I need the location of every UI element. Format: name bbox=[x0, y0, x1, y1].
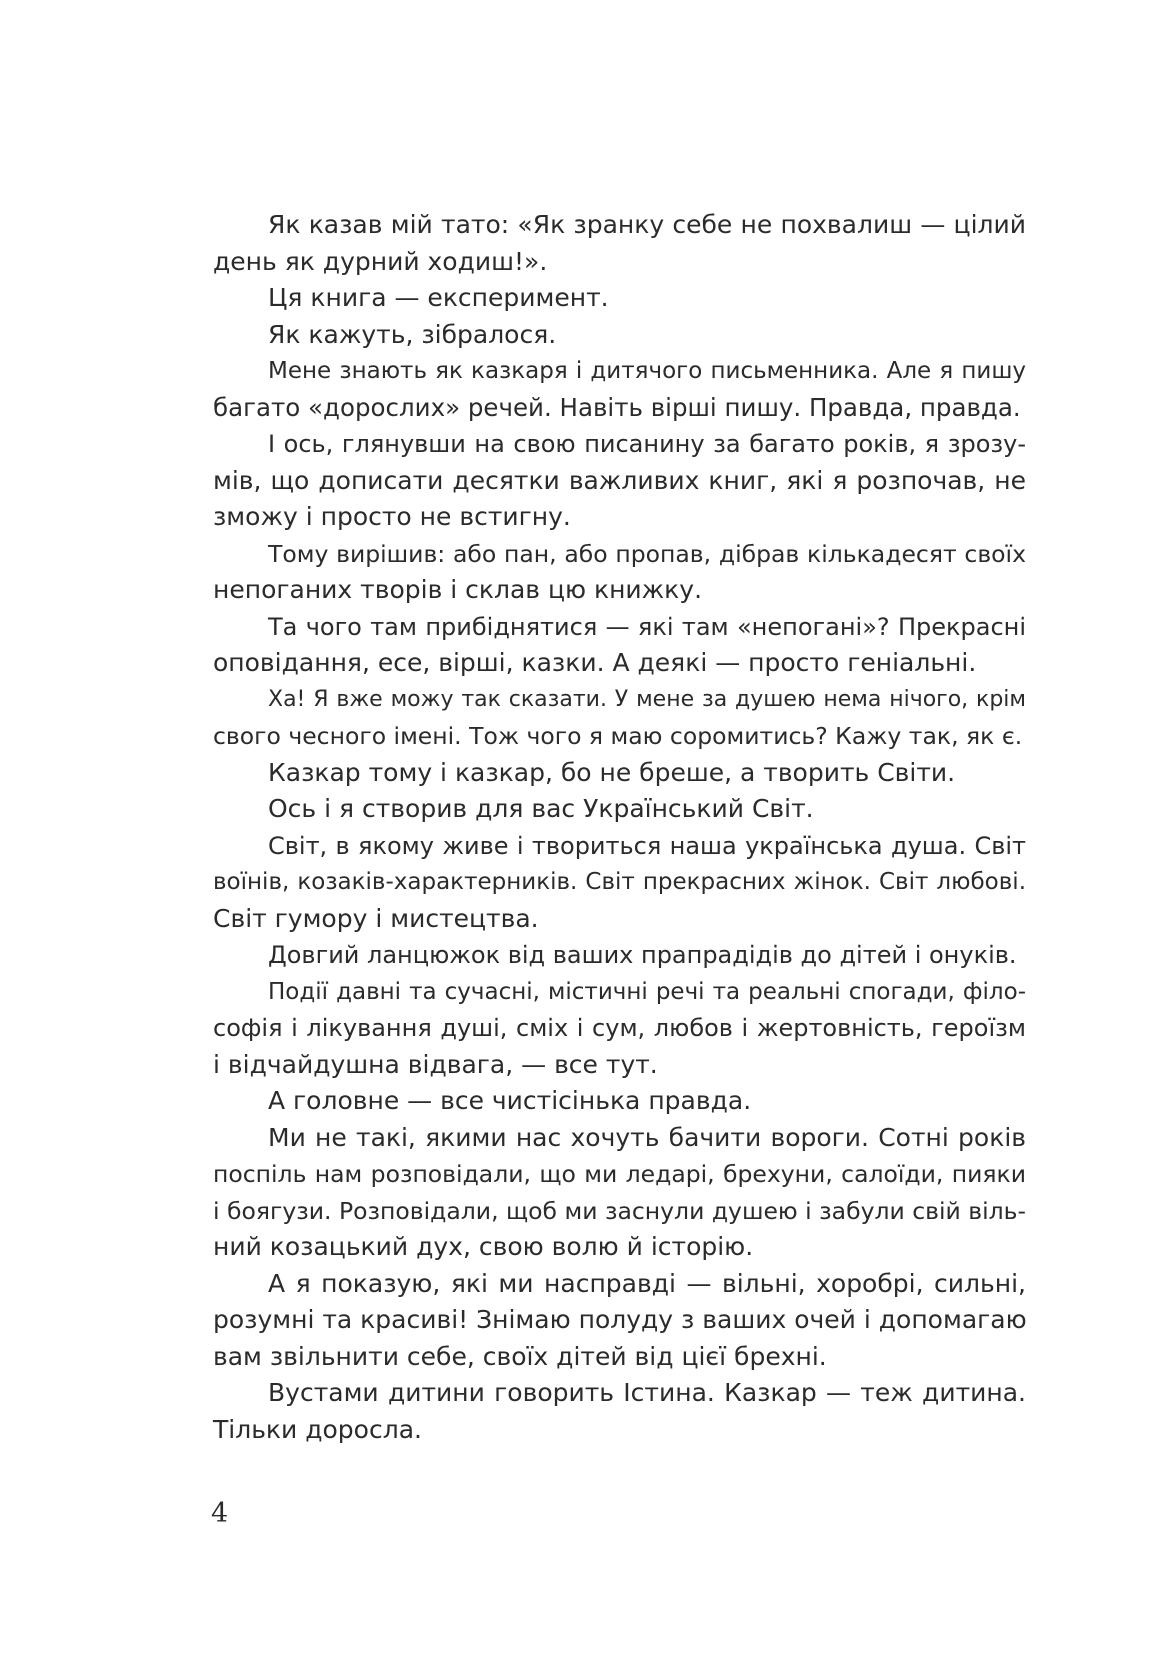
text-line: свого чесного імені. Тож чого я маю соромитись? Кажу так, як є. bbox=[213, 722, 1023, 750]
text-line: поспіль нам розповідали, що ми ледарі, брехуни, салоїди, пияки bbox=[213, 1160, 1026, 1188]
text-line: А я показую, які ми насправді — вільні, хоробрі, сильні, bbox=[268, 1268, 1026, 1298]
text-line: і відчайдушна відвага, — все тут. bbox=[213, 1049, 658, 1079]
text-line: воїнів, козаків-характерників. Світ прекрасних жінок. Світ любові. bbox=[213, 869, 1026, 895]
text-line: Як казав мій тато: «Як зранку себе не похвалиш — цілий bbox=[268, 210, 1026, 239]
text-line: зможу і просто не встигну. bbox=[213, 502, 571, 531]
text-line: Довгий ланцюжок від ваших прапрадідів до дітей і онуків. bbox=[268, 941, 1017, 969]
body-text bbox=[213, 207, 1026, 1448]
text-line: софія і лікування душі, сміх і сум, любов і жертовність, героїзм bbox=[213, 1014, 1026, 1042]
text-line: Та чого там прибіднятися — які там «непогані»? Прекрасні bbox=[268, 612, 1026, 641]
text-line: І ось, глянувши на свою писанину за багато років, я зрозу- bbox=[268, 430, 1026, 458]
text-line: оповідання, есе, вірші, казки. А деякі — просто геніальні. bbox=[213, 648, 977, 677]
text-line: Казкар тому і казкар, бо не бреше, а творить Світи. bbox=[268, 757, 956, 787]
text-line: багато «дорослих» речей. Навіть вірші пишу. Правда, правда. bbox=[213, 392, 1021, 422]
text-line: Світ, в якому живе і твориться наша українська душа. Світ bbox=[268, 831, 1026, 860]
text-line: розумні та красиві! Знімаю полуду з ваших очей і допомагаю bbox=[213, 1305, 1027, 1334]
text-line: Мене знають як казкаря і дитячого письменника. Але я пишу bbox=[268, 358, 1026, 384]
text-line: мів, що дописати десятки важливих книг, які я розпочав, не bbox=[213, 465, 1026, 495]
text-line: вам звільнити себе, своїх дітей від цієї брехні. bbox=[213, 1341, 827, 1371]
text-line: Вустами дитини говорить Істина. Казкар — теж дитина. bbox=[268, 1378, 1026, 1407]
text-line: непоганих творів і склав цю книжку. bbox=[213, 575, 703, 604]
text-line: Тому вирішив: або пан, або пропав, дібрав кількадесят своїх bbox=[268, 539, 1026, 568]
text-line: Ця книга — експеримент. bbox=[268, 283, 609, 312]
text-line: Світ гумору і мистецтва. bbox=[213, 903, 539, 933]
text-line: Тільки доросла. bbox=[213, 1414, 422, 1444]
text-line: Ха! Я вже можу так сказати. У мене за душею нема нічого, крім bbox=[268, 686, 1026, 712]
page-number: 4 bbox=[211, 1498, 229, 1529]
text-line: ний козацький дух, свою волю й історію. bbox=[213, 1232, 754, 1261]
text-line: А головне — все чистісінька правда. bbox=[268, 1086, 752, 1115]
text-line: Події давні та сучасні, містичні речі та реальні спогади, філо- bbox=[268, 978, 1026, 1005]
text-line: Ось і я створив для вас Український Світ. bbox=[268, 794, 814, 823]
text-line: день як дурний ходиш!». bbox=[213, 246, 548, 276]
text-line: Як кажуть, зібралося. bbox=[268, 319, 557, 349]
text-line: Ми не такі, якими нас хочуть бачити вороги. Сотні років bbox=[268, 1122, 1026, 1152]
text-line: і боягузи. Розповідали, щоб ми заснули душею і забули свій віль- bbox=[213, 1196, 1027, 1225]
